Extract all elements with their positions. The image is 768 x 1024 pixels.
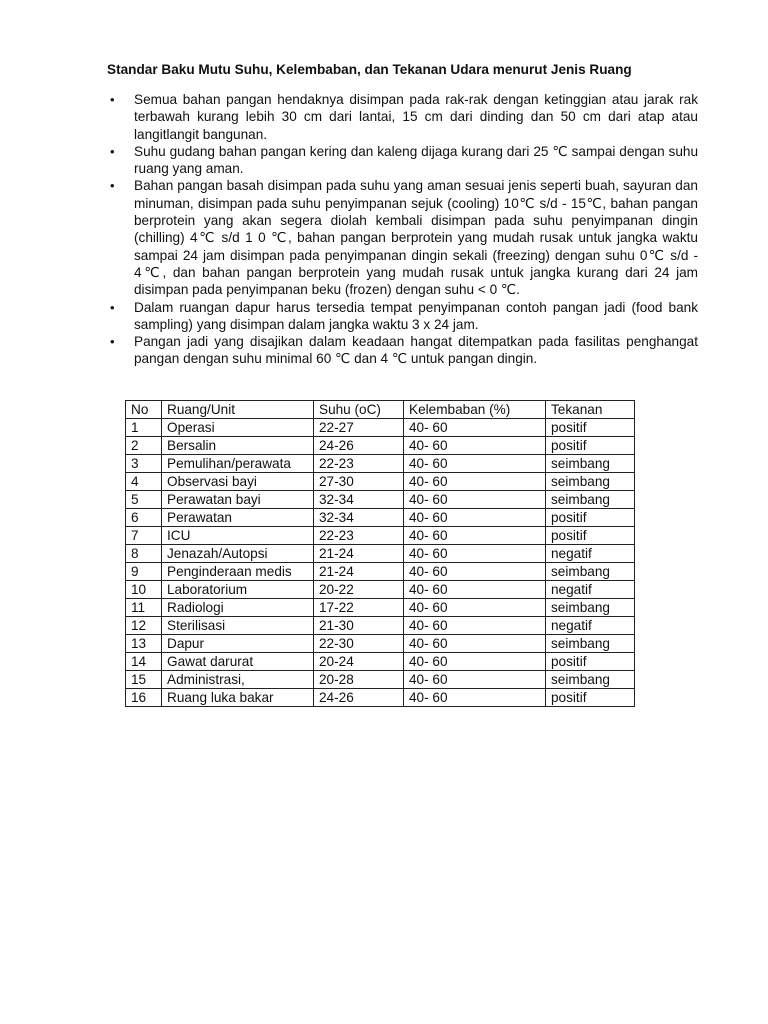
bullet-dot-icon: • [110,299,115,315]
cell-tekanan: seimbang [546,491,635,509]
cell-kelembaban: 40- 60 [404,563,546,581]
cell-no: 15 [126,671,162,689]
table-row [126,455,635,473]
cell-ruang-unit: ICU [162,527,314,545]
cell-ruang-unit: Pemulihan/perawata [162,455,314,473]
table-row [126,419,635,437]
cell-ruang-unit: Dapur [162,635,314,653]
cell-no: 10 [126,581,162,599]
table-row [126,617,635,635]
header-no: No [126,401,162,419]
table-row [126,545,635,563]
cell-ruang-unit: Bersalin [162,437,314,455]
cell-kelembaban: 40- 60 [404,437,546,455]
bullet-text: Bahan pangan basah disimpan pada suhu yang aman sesuai jenis seperti buah, sayuran dan minuman, disimpan pada suhu penyimpanan sejuk (cooling) 10℃ s/d - 15℃, bahan pangan berprotein yang akan segera diolah kembali disimpan pada suhu penyimpanan dingin (chilling) 4℃ s/d 1 0 ℃, bahan pangan berprotein yang mudah rusak untuk jangka waktu sampai 24 jam disimpan pada penyimpanan dingin sekali (freezing) dengan suhu 0℃ s/d - 4℃, dan bahan pangan berprotein yang mudah rusak untuk jangka kurang dari 24 jam disimpan pada penyimpanan beku (frozen) dengan suhu < 0 ℃. [134,178,698,298]
bullet-item [108,177,698,298]
cell-no: 13 [126,635,162,653]
cell-suhu: 20-28 [314,671,404,689]
cell-ruang-unit: Sterilisasi [162,617,314,635]
cell-no: 7 [126,527,162,545]
cell-kelembaban: 40- 60 [404,419,546,437]
cell-suhu: 21-24 [314,545,404,563]
cell-suhu: 22-30 [314,635,404,653]
cell-suhu: 32-34 [314,509,404,527]
cell-suhu: 24-26 [314,689,404,707]
cell-suhu: 21-30 [314,617,404,635]
table-row [126,653,635,671]
cell-tekanan: negatif [546,617,635,635]
cell-ruang-unit: Perawatan bayi [162,491,314,509]
cell-tekanan: positif [546,419,635,437]
cell-kelembaban: 40- 60 [404,599,546,617]
cell-suhu: 20-22 [314,581,404,599]
cell-suhu: 24-26 [314,437,404,455]
cell-no: 6 [126,509,162,527]
room-standards-table [125,400,635,707]
table-row [126,635,635,653]
bullet-item [108,91,698,143]
cell-tekanan: seimbang [546,635,635,653]
cell-tekanan: seimbang [546,671,635,689]
table-row [126,437,635,455]
cell-kelembaban: 40- 60 [404,545,546,563]
table-row [126,509,635,527]
cell-no: 1 [126,419,162,437]
cell-kelembaban: 40- 60 [404,635,546,653]
cell-kelembaban: 40- 60 [404,491,546,509]
table-row [126,689,635,707]
table-row [126,527,635,545]
cell-kelembaban: 40- 60 [404,473,546,491]
cell-tekanan: positif [546,653,635,671]
cell-tekanan: seimbang [546,455,635,473]
cell-ruang-unit: Gawat darurat [162,653,314,671]
cell-ruang-unit: Laboratorium [162,581,314,599]
table-row [126,581,635,599]
cell-suhu: 22-23 [314,527,404,545]
cell-ruang-unit: Perawatan [162,509,314,527]
cell-ruang-unit: Radiologi [162,599,314,617]
cell-tekanan: positif [546,527,635,545]
header-kelembaban: Kelembaban (%) [404,401,546,419]
bullet-text: Semua bahan pangan hendaknya disimpan pada rak-rak dengan ketinggian atau jarak rak terbawah kurang lebih 30 cm dari lantai, 15 cm dari dinding dan 50 cm dari atap atau langitlangit bangunan. [134,92,698,142]
table-container [125,400,635,707]
cell-no: 9 [126,563,162,581]
cell-tekanan: positif [546,437,635,455]
cell-tekanan: negatif [546,581,635,599]
cell-kelembaban: 40- 60 [404,617,546,635]
cell-no: 4 [126,473,162,491]
cell-kelembaban: 40- 60 [404,689,546,707]
cell-no: 16 [126,689,162,707]
bullet-item [108,333,698,368]
cell-ruang-unit: Observasi bayi [162,473,314,491]
cell-suhu: 21-24 [314,563,404,581]
cell-no: 8 [126,545,162,563]
cell-ruang-unit: Ruang luka bakar [162,689,314,707]
cell-kelembaban: 40- 60 [404,581,546,599]
bullet-dot-icon: • [110,143,115,159]
header-tekanan: Tekanan [546,401,635,419]
bullet-dot-icon: • [110,334,115,350]
cell-tekanan: positif [546,509,635,527]
bullet-dot-icon: • [110,92,115,107]
bullet-list [108,91,698,368]
cell-suhu: 27-30 [314,473,404,491]
table-row [126,599,635,617]
cell-suhu: 32-34 [314,491,404,509]
cell-kelembaban: 40- 60 [404,653,546,671]
bullet-text: Suhu gudang bahan pangan kering dan kaleng dijaga kurang dari 25 ℃ sampai dengan suhu ruang yang aman. [134,143,698,177]
header-ruang-unit: Ruang/Unit [162,401,314,419]
cell-kelembaban: 40- 60 [404,671,546,689]
cell-suhu: 22-27 [314,419,404,437]
cell-tekanan: positif [546,689,635,707]
cell-ruang-unit: Operasi [162,419,314,437]
table-header-row [126,401,635,419]
bullet-item [108,299,698,334]
cell-no: 2 [126,437,162,455]
cell-no: 3 [126,455,162,473]
cell-kelembaban: 40- 60 [404,509,546,527]
cell-ruang-unit: Penginderaan medis [162,563,314,581]
document-title: Standar Baku Mutu Suhu, Kelembaban, dan Tekanan Udara menurut Jenis Ruang [107,62,632,77]
cell-no: 14 [126,653,162,671]
cell-suhu: 20-24 [314,653,404,671]
table-body [126,419,635,707]
table-row [126,563,635,581]
cell-no: 5 [126,491,162,509]
table-row [126,671,635,689]
cell-no: 11 [126,599,162,617]
cell-suhu: 17-22 [314,599,404,617]
cell-ruang-unit: Jenazah/Autopsi [162,545,314,563]
cell-tekanan: seimbang [546,563,635,581]
table-row [126,473,635,491]
cell-tekanan: seimbang [546,473,635,491]
cell-tekanan: negatif [546,545,635,563]
cell-kelembaban: 40- 60 [404,527,546,545]
bullet-dot-icon: • [110,178,115,194]
cell-no: 12 [126,617,162,635]
cell-ruang-unit: Administrasi, [162,671,314,689]
cell-suhu: 22-23 [314,455,404,473]
bullet-text: Dalam ruangan dapur harus tersedia tempat penyimpanan contoh pangan jadi (food bank sampling) yang disimpan dalam jangka waktu 3 x 24 jam. [134,299,698,332]
cell-tekanan: seimbang [546,599,635,617]
header-suhu: Suhu (oC) [314,401,404,419]
cell-kelembaban: 40- 60 [404,455,546,473]
table-row [126,491,635,509]
bullet-item [108,143,698,178]
bullet-text: Pangan jadi yang disajikan dalam keadaan hangat ditempatkan pada fasilitas penghangat pangan dengan suhu minimal 60 ℃ dan 4 ℃ untuk pangan dingin. [134,334,698,367]
